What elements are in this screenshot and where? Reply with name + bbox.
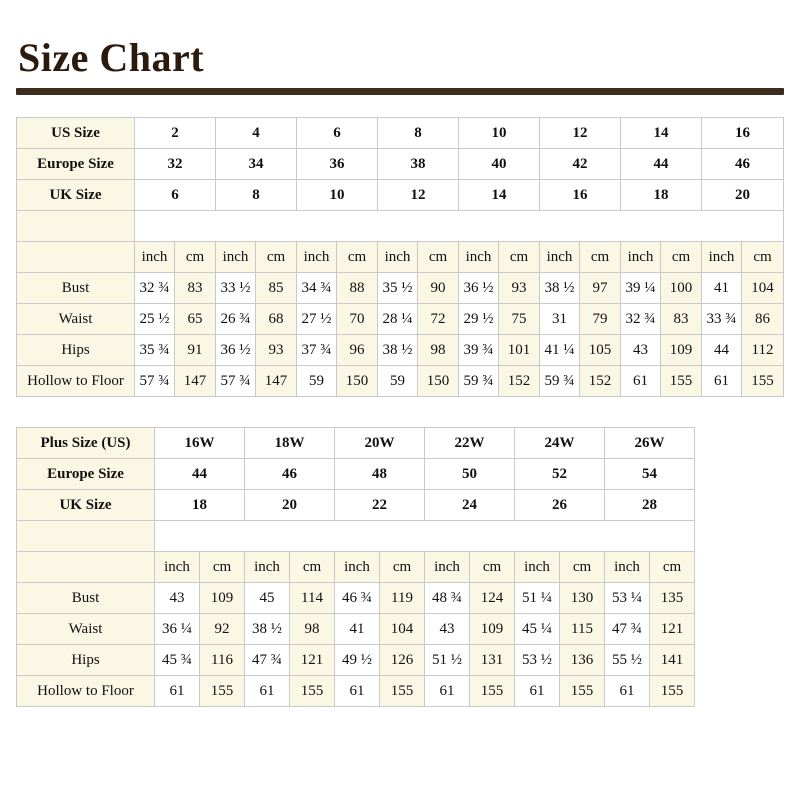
unit-inch: inch [702, 242, 742, 273]
hips-inch: 36 ½ [216, 335, 256, 366]
uk-size-value: 20 [702, 180, 784, 211]
hips-inch: 35 ¾ [135, 335, 175, 366]
hips-cm: 141 [650, 645, 695, 676]
waist-cm: 98 [290, 614, 335, 645]
plus-size-value: 16W [155, 428, 245, 459]
unit-cm: cm [499, 242, 540, 273]
hips-inch: 37 ¾ [297, 335, 337, 366]
bust-inch: 51 ¼ [515, 583, 560, 614]
plus-size-value: 24W [515, 428, 605, 459]
hollow-to-floor-inch: 61 [155, 676, 200, 707]
row-label-waist: Waist [17, 614, 155, 645]
hollow-to-floor-inch: 59 [297, 366, 337, 397]
table-row-units [17, 242, 784, 273]
blank-cell [695, 490, 800, 521]
hollow-to-floor-cm: 155 [560, 676, 605, 707]
row-label-bust: Bust [17, 583, 155, 614]
europe-size-value: 32 [135, 149, 216, 180]
unit-inch: inch [378, 242, 418, 273]
unit-cm: cm [560, 552, 605, 583]
hollow-to-floor-inch: 59 ¾ [540, 366, 580, 397]
table-spacer-row [17, 211, 784, 242]
hollow-to-floor-cm: 150 [337, 366, 378, 397]
hollow-to-floor-inch: 57 ¾ [135, 366, 175, 397]
hollow-to-floor-inch: 61 [702, 366, 742, 397]
hollow-to-floor-cm: 155 [661, 366, 702, 397]
hollow-to-floor-cm: 155 [650, 676, 695, 707]
waist-inch: 41 [335, 614, 380, 645]
plus-size-value: 20W [335, 428, 425, 459]
uk-size-value: 14 [459, 180, 540, 211]
hips-cm: 101 [499, 335, 540, 366]
bust-inch: 46 ¾ [335, 583, 380, 614]
row-header-europe-size: Europe Size [17, 459, 155, 490]
table-row [17, 273, 784, 304]
spacer-cell [135, 211, 784, 242]
waist-inch: 29 ½ [459, 304, 499, 335]
title-divider [16, 88, 784, 95]
blank-cell [695, 552, 800, 583]
hips-cm: 121 [290, 645, 335, 676]
waist-cm: 109 [470, 614, 515, 645]
bust-cm: 119 [380, 583, 425, 614]
row-header-uk-size: UK Size [17, 180, 135, 211]
hips-inch: 51 ½ [425, 645, 470, 676]
bust-cm: 109 [200, 583, 245, 614]
unit-inch: inch [335, 552, 380, 583]
uk-size-value: 10 [297, 180, 378, 211]
standard-size-table [16, 117, 784, 397]
plus-size-value: 26W [605, 428, 695, 459]
unit-cm: cm [290, 552, 335, 583]
us-size-value: 10 [459, 118, 540, 149]
hollow-to-floor-inch: 61 [605, 676, 650, 707]
row-label-hollow-to-floor: Hollow to Floor [17, 366, 135, 397]
spacer-cell [155, 521, 695, 552]
unit-row-label [17, 242, 135, 273]
uk-size-value: 6 [135, 180, 216, 211]
europe-size-value: 44 [621, 149, 702, 180]
waist-cm: 68 [256, 304, 297, 335]
blank-cell [695, 645, 800, 676]
waist-cm: 79 [580, 304, 621, 335]
hollow-to-floor-cm: 155 [290, 676, 335, 707]
page-title: Size Chart [18, 35, 205, 80]
unit-cm: cm [418, 242, 459, 273]
plus-size-table [16, 427, 800, 707]
waist-inch: 33 ¾ [702, 304, 742, 335]
table-row [17, 614, 800, 645]
blank-cell [695, 583, 800, 614]
unit-cm: cm [742, 242, 784, 273]
row-header-us-size: US Size [17, 118, 135, 149]
blank-cell [695, 676, 800, 707]
bust-cm: 104 [742, 273, 784, 304]
table-row [17, 583, 800, 614]
uk-size-value: 18 [155, 490, 245, 521]
table-row [17, 366, 784, 397]
waist-cm: 104 [380, 614, 425, 645]
bust-inch: 39 ¼ [621, 273, 661, 304]
uk-size-value: 18 [621, 180, 702, 211]
uk-size-value: 22 [335, 490, 425, 521]
unit-row-label [17, 552, 155, 583]
unit-cm: cm [661, 242, 702, 273]
bust-inch: 53 ¼ [605, 583, 650, 614]
hollow-to-floor-cm: 155 [742, 366, 784, 397]
row-label-hips: Hips [17, 645, 155, 676]
hollow-to-floor-inch: 59 ¾ [459, 366, 499, 397]
hollow-to-floor-cm: 150 [418, 366, 459, 397]
uk-size-value: 24 [425, 490, 515, 521]
waist-cm: 72 [418, 304, 459, 335]
row-header-uk-size: UK Size [17, 490, 155, 521]
unit-cm: cm [337, 242, 378, 273]
hollow-to-floor-cm: 152 [580, 366, 621, 397]
hips-inch: 45 ¾ [155, 645, 200, 676]
uk-size-value: 20 [245, 490, 335, 521]
hollow-to-floor-cm: 147 [256, 366, 297, 397]
us-size-value: 4 [216, 118, 297, 149]
unit-inch: inch [621, 242, 661, 273]
unit-inch: inch [425, 552, 470, 583]
hips-cm: 136 [560, 645, 605, 676]
unit-cm: cm [380, 552, 425, 583]
hollow-to-floor-inch: 61 [245, 676, 290, 707]
hips-cm: 109 [661, 335, 702, 366]
uk-size-value: 12 [378, 180, 459, 211]
table-row [17, 304, 784, 335]
europe-size-value: 54 [605, 459, 695, 490]
row-label-bust: Bust [17, 273, 135, 304]
unit-cm: cm [175, 242, 216, 273]
table-row [17, 180, 784, 211]
row-header-europe-size: Europe Size [17, 149, 135, 180]
hips-cm: 131 [470, 645, 515, 676]
table-row [17, 459, 800, 490]
waist-inch: 26 ¾ [216, 304, 256, 335]
bust-cm: 93 [499, 273, 540, 304]
hips-cm: 96 [337, 335, 378, 366]
row-header-plus-size-us: Plus Size (US) [17, 428, 155, 459]
hips-cm: 105 [580, 335, 621, 366]
unit-inch: inch [459, 242, 499, 273]
waist-inch: 32 ¾ [621, 304, 661, 335]
us-size-value: 8 [378, 118, 459, 149]
unit-inch: inch [605, 552, 650, 583]
waist-inch: 47 ¾ [605, 614, 650, 645]
spacer-cell [17, 521, 155, 552]
hollow-to-floor-inch: 61 [515, 676, 560, 707]
waist-inch: 31 [540, 304, 580, 335]
us-size-value: 14 [621, 118, 702, 149]
us-size-value: 2 [135, 118, 216, 149]
bust-inch: 33 ½ [216, 273, 256, 304]
hips-inch: 39 ¾ [459, 335, 499, 366]
waist-cm: 75 [499, 304, 540, 335]
hips-cm: 93 [256, 335, 297, 366]
unit-inch: inch [515, 552, 560, 583]
bust-inch: 45 [245, 583, 290, 614]
hips-inch: 47 ¾ [245, 645, 290, 676]
unit-inch: inch [245, 552, 290, 583]
unit-inch: inch [216, 242, 256, 273]
waist-inch: 43 [425, 614, 470, 645]
europe-size-value: 42 [540, 149, 621, 180]
unit-cm: cm [580, 242, 621, 273]
hips-inch: 44 [702, 335, 742, 366]
hollow-to-floor-inch: 61 [335, 676, 380, 707]
hips-inch: 53 ½ [515, 645, 560, 676]
waist-cm: 121 [650, 614, 695, 645]
bust-cm: 130 [560, 583, 605, 614]
bust-inch: 36 ½ [459, 273, 499, 304]
blank-cell [695, 614, 800, 645]
hollow-to-floor-cm: 152 [499, 366, 540, 397]
waist-inch: 38 ½ [245, 614, 290, 645]
bust-inch: 32 ¾ [135, 273, 175, 304]
row-label-hips: Hips [17, 335, 135, 366]
blank-cell [695, 521, 800, 552]
waist-cm: 92 [200, 614, 245, 645]
waist-cm: 83 [661, 304, 702, 335]
hollow-to-floor-inch: 57 ¾ [216, 366, 256, 397]
hips-inch: 49 ½ [335, 645, 380, 676]
unit-cm: cm [200, 552, 245, 583]
bust-cm: 85 [256, 273, 297, 304]
waist-inch: 45 ¼ [515, 614, 560, 645]
hips-inch: 38 ½ [378, 335, 418, 366]
waist-cm: 70 [337, 304, 378, 335]
hips-cm: 112 [742, 335, 784, 366]
spacer-cell [17, 211, 135, 242]
hollow-to-floor-inch: 61 [425, 676, 470, 707]
europe-size-value: 34 [216, 149, 297, 180]
unit-cm: cm [470, 552, 515, 583]
bust-inch: 48 ¾ [425, 583, 470, 614]
unit-cm: cm [650, 552, 695, 583]
unit-inch: inch [540, 242, 580, 273]
europe-size-value: 44 [155, 459, 245, 490]
waist-inch: 27 ½ [297, 304, 337, 335]
europe-size-value: 50 [425, 459, 515, 490]
hips-cm: 91 [175, 335, 216, 366]
blank-cell [695, 428, 800, 459]
row-label-waist: Waist [17, 304, 135, 335]
bust-cm: 135 [650, 583, 695, 614]
hips-inch: 55 ½ [605, 645, 650, 676]
bust-inch: 34 ¾ [297, 273, 337, 304]
hollow-to-floor-cm: 155 [200, 676, 245, 707]
europe-size-value: 48 [335, 459, 425, 490]
bust-inch: 35 ½ [378, 273, 418, 304]
table-row [17, 335, 784, 366]
waist-inch: 28 ¼ [378, 304, 418, 335]
unit-inch: inch [155, 552, 200, 583]
standard-header-group [17, 118, 784, 397]
row-label-hollow-to-floor: Hollow to Floor [17, 676, 155, 707]
waist-cm: 65 [175, 304, 216, 335]
us-size-value: 16 [702, 118, 784, 149]
europe-size-value: 36 [297, 149, 378, 180]
us-size-value: 6 [297, 118, 378, 149]
unit-cm: cm [256, 242, 297, 273]
europe-size-value: 46 [702, 149, 784, 180]
hips-cm: 116 [200, 645, 245, 676]
us-size-value: 12 [540, 118, 621, 149]
blank-cell [695, 459, 800, 490]
bust-cm: 114 [290, 583, 335, 614]
bust-cm: 88 [337, 273, 378, 304]
table-row [17, 118, 784, 149]
europe-size-value: 40 [459, 149, 540, 180]
table-row [17, 645, 800, 676]
hips-inch: 41 ¼ [540, 335, 580, 366]
hips-cm: 126 [380, 645, 425, 676]
bust-cm: 90 [418, 273, 459, 304]
table-row [17, 149, 784, 180]
table-row-units [17, 552, 800, 583]
europe-size-value: 46 [245, 459, 335, 490]
bust-inch: 43 [155, 583, 200, 614]
table-row [17, 490, 800, 521]
table-spacer-row [17, 521, 800, 552]
bust-cm: 83 [175, 273, 216, 304]
europe-size-value: 52 [515, 459, 605, 490]
unit-inch: inch [297, 242, 337, 273]
hollow-to-floor-cm: 147 [175, 366, 216, 397]
europe-size-value: 38 [378, 149, 459, 180]
hollow-to-floor-cm: 155 [470, 676, 515, 707]
hollow-to-floor-cm: 155 [380, 676, 425, 707]
hollow-to-floor-inch: 61 [621, 366, 661, 397]
waist-cm: 115 [560, 614, 605, 645]
plus-size-value: 22W [425, 428, 515, 459]
uk-size-value: 16 [540, 180, 621, 211]
table-row [17, 428, 800, 459]
hips-inch: 43 [621, 335, 661, 366]
uk-size-value: 26 [515, 490, 605, 521]
waist-inch: 25 ½ [135, 304, 175, 335]
hollow-to-floor-inch: 59 [378, 366, 418, 397]
hips-cm: 98 [418, 335, 459, 366]
uk-size-value: 8 [216, 180, 297, 211]
bust-cm: 124 [470, 583, 515, 614]
plus-size-value: 18W [245, 428, 335, 459]
table-gap [16, 397, 784, 427]
unit-inch: inch [135, 242, 175, 273]
bust-cm: 100 [661, 273, 702, 304]
bust-inch: 41 [702, 273, 742, 304]
plus-header-group [17, 428, 800, 707]
bust-cm: 97 [580, 273, 621, 304]
waist-inch: 36 ¼ [155, 614, 200, 645]
waist-cm: 86 [742, 304, 784, 335]
uk-size-value: 28 [605, 490, 695, 521]
table-row [17, 676, 800, 707]
bust-inch: 38 ½ [540, 273, 580, 304]
